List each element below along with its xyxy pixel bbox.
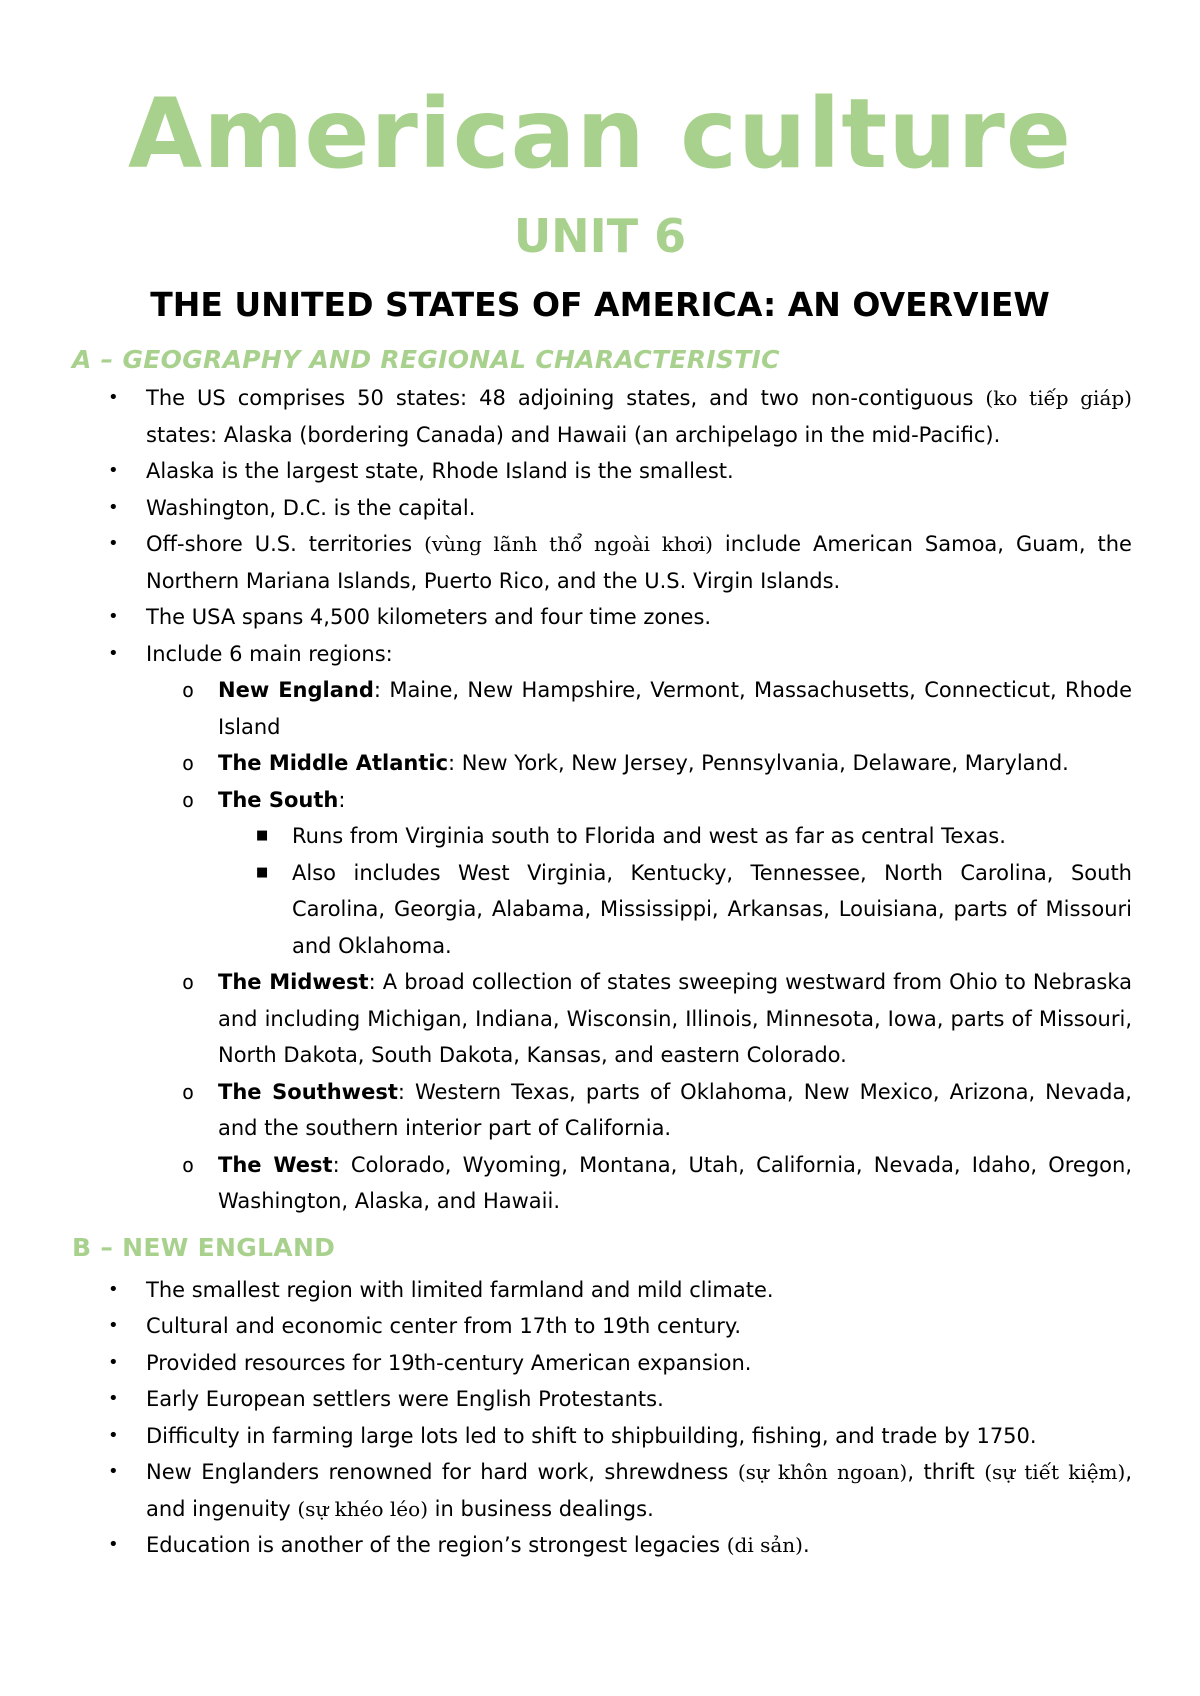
region-item-midwest bbox=[72, 964, 1132, 1074]
bullet-icon: • bbox=[108, 606, 119, 627]
square-bullet-icon: ■ bbox=[256, 828, 269, 843]
bullet-icon: • bbox=[108, 1351, 119, 1373]
document-subtitle: THE UNITED STATES OF AMERICA: AN OVERVIEW bbox=[150, 285, 1050, 324]
vietnamese-gloss: (sự tiết kiệm) bbox=[984, 1460, 1126, 1484]
list-item bbox=[72, 1454, 1132, 1527]
bullet-icon: • bbox=[108, 533, 119, 554]
list-item-text: Early European settlers were English Protestants. bbox=[146, 1387, 664, 1411]
bullet-icon: • bbox=[108, 387, 119, 408]
list-item bbox=[72, 1418, 1132, 1455]
region-name: New England bbox=[218, 678, 374, 702]
region-name: The Midwest bbox=[218, 970, 369, 994]
region-text: : Maine, New Hampshire, Vermont, Massachusetts, Connecticut, Rhode Island bbox=[218, 678, 1132, 739]
section-b-list bbox=[72, 1272, 1132, 1564]
list-item-text: Provided resources for 19th-century American expansion. bbox=[146, 1350, 752, 1375]
region-text: : Colorado, Wyoming, Montana, Utah, California, Nevada, Idaho, Oregon, Washington, Alaska, and Hawaii. bbox=[218, 1152, 1132, 1213]
region-name: The South bbox=[218, 787, 339, 812]
square-bullet-icon: ■ bbox=[256, 864, 269, 880]
bullet-icon: • bbox=[108, 1424, 119, 1446]
vietnamese-gloss: (di sản) bbox=[726, 1533, 803, 1557]
region-item-west bbox=[72, 1147, 1132, 1220]
list-item bbox=[72, 636, 1132, 673]
bullet-icon: • bbox=[108, 1461, 119, 1482]
list-item-text: The USA spans 4,500 kilometers and four time zones. bbox=[146, 605, 712, 629]
list-item bbox=[72, 599, 1132, 636]
circle-bullet-icon: o bbox=[182, 1079, 195, 1104]
bullet-icon: • bbox=[108, 1388, 119, 1409]
list-item bbox=[72, 1345, 1132, 1382]
document-body bbox=[72, 340, 1132, 1564]
list-item-text: Include 6 main regions: bbox=[146, 641, 393, 666]
list-item-text: Education is another of the region’s strongest legacies bbox=[146, 1533, 727, 1557]
list-item bbox=[72, 380, 1132, 453]
list-item bbox=[72, 1272, 1132, 1309]
list-item bbox=[72, 526, 1132, 599]
list-item-text: Alaska is the largest state, Rhode Island is the smallest. bbox=[146, 459, 734, 483]
list-item-text: New Englanders renowned for hard work, shrewdness bbox=[146, 1460, 738, 1484]
list-item bbox=[72, 453, 1132, 490]
bullet-icon: • bbox=[108, 1534, 119, 1555]
region-item-south bbox=[72, 782, 1132, 819]
bullet-icon: • bbox=[108, 460, 119, 481]
list-item-text: Difficulty in farming large lots led to shift to shipbuilding, fishing, and trade by 1750. bbox=[146, 1423, 1037, 1448]
list-item-text: The smallest region with limited farmland and mild climate. bbox=[146, 1277, 774, 1302]
region-text: : A broad collection of states sweeping westward from Ohio to Nebraska and including Michigan, Indiana, Wisconsin, Illinois, Minnesota, Iowa, parts of Missouri, North Dakota, South Dakota, Kansas, and eastern Colorado. bbox=[218, 970, 1132, 1067]
circle-bullet-icon: o bbox=[182, 970, 195, 994]
list-item-text: states: Alaska (bordering Canada) and Hawaii (an archipelago in the mid-Pacific). bbox=[146, 422, 1001, 447]
circle-bullet-icon: o bbox=[182, 678, 195, 702]
list-item bbox=[72, 1527, 1132, 1564]
sub-list-item-text: Also includes West Virginia, Kentucky, Tennessee, North Carolina, South Carolina, Georgia, Alabama, Mississippi, Arkansas, Louisiana, parts of Missouri and Oklahoma. bbox=[292, 860, 1132, 958]
document-title: American culture bbox=[128, 78, 1072, 190]
list-item-text: Washington, D.C. is the capital. bbox=[146, 495, 476, 520]
unit-label: UNIT 6 bbox=[513, 209, 687, 263]
region-item-new-england bbox=[72, 672, 1132, 745]
list-item-text: Cultural and economic center from 17th to 19th century. bbox=[146, 1314, 742, 1338]
region-name: The Middle Atlantic bbox=[218, 751, 449, 775]
list-item-text: in business dealings. bbox=[428, 1496, 654, 1521]
region-name: The West bbox=[218, 1152, 333, 1177]
list-item-text: , thrift bbox=[907, 1460, 985, 1484]
region-item-southwest bbox=[72, 1074, 1132, 1147]
section-a-heading: A – GEOGRAPHY AND REGIONAL CHARACTERISTIC bbox=[72, 345, 780, 374]
list-item bbox=[72, 490, 1132, 527]
circle-bullet-icon: o bbox=[182, 751, 195, 775]
bullet-icon: • bbox=[108, 1315, 119, 1336]
section-a-list bbox=[72, 380, 1132, 1220]
region-text: : bbox=[338, 787, 346, 812]
vietnamese-gloss: (ko tiếp giáp) bbox=[985, 386, 1132, 410]
sub-list-item-text: Runs from Virginia south to Florida and west as far as central Texas. bbox=[292, 824, 1006, 848]
section-b-heading: B – NEW ENGLAND bbox=[72, 1232, 336, 1262]
bullet-icon: • bbox=[108, 496, 119, 518]
sub-list-item bbox=[72, 855, 1132, 965]
list-item-text: include American Samoa, Guam, the Northern Mariana Islands, Puerto Rico, and the U.S. Virgin Islands. bbox=[146, 532, 1132, 593]
vietnamese-gloss: (vùng lãnh thổ ngoài khơi) bbox=[424, 532, 713, 556]
list-item bbox=[72, 1308, 1132, 1345]
circle-bullet-icon: o bbox=[182, 787, 195, 812]
sub-list-item bbox=[72, 818, 1132, 855]
list-item-text: , and ingenuity bbox=[146, 1460, 1132, 1521]
region-text: : New York, New Jersey, Pennsylvania, Delaware, Maryland. bbox=[448, 751, 1069, 775]
bullet-icon: • bbox=[108, 1278, 119, 1300]
region-item-middle-atlantic bbox=[72, 745, 1132, 782]
bullet-icon: • bbox=[108, 642, 119, 664]
region-name: The Southwest bbox=[218, 1079, 398, 1104]
list-item-text: Off-shore U.S. territories bbox=[146, 532, 425, 556]
vietnamese-gloss: (sự khéo léo) bbox=[297, 1496, 428, 1521]
list-item-text: . bbox=[802, 1533, 810, 1557]
list-item-text: The US comprises 50 states: 48 adjoining states, and two non-contiguous bbox=[146, 386, 986, 410]
region-text: : Western Texas, parts of Oklahoma, New Mexico, Arizona, Nevada, and the southern interior part of California. bbox=[218, 1079, 1132, 1140]
list-item bbox=[72, 1381, 1132, 1418]
circle-bullet-icon: o bbox=[182, 1152, 195, 1177]
vietnamese-gloss: (sự khôn ngoan) bbox=[737, 1460, 908, 1484]
